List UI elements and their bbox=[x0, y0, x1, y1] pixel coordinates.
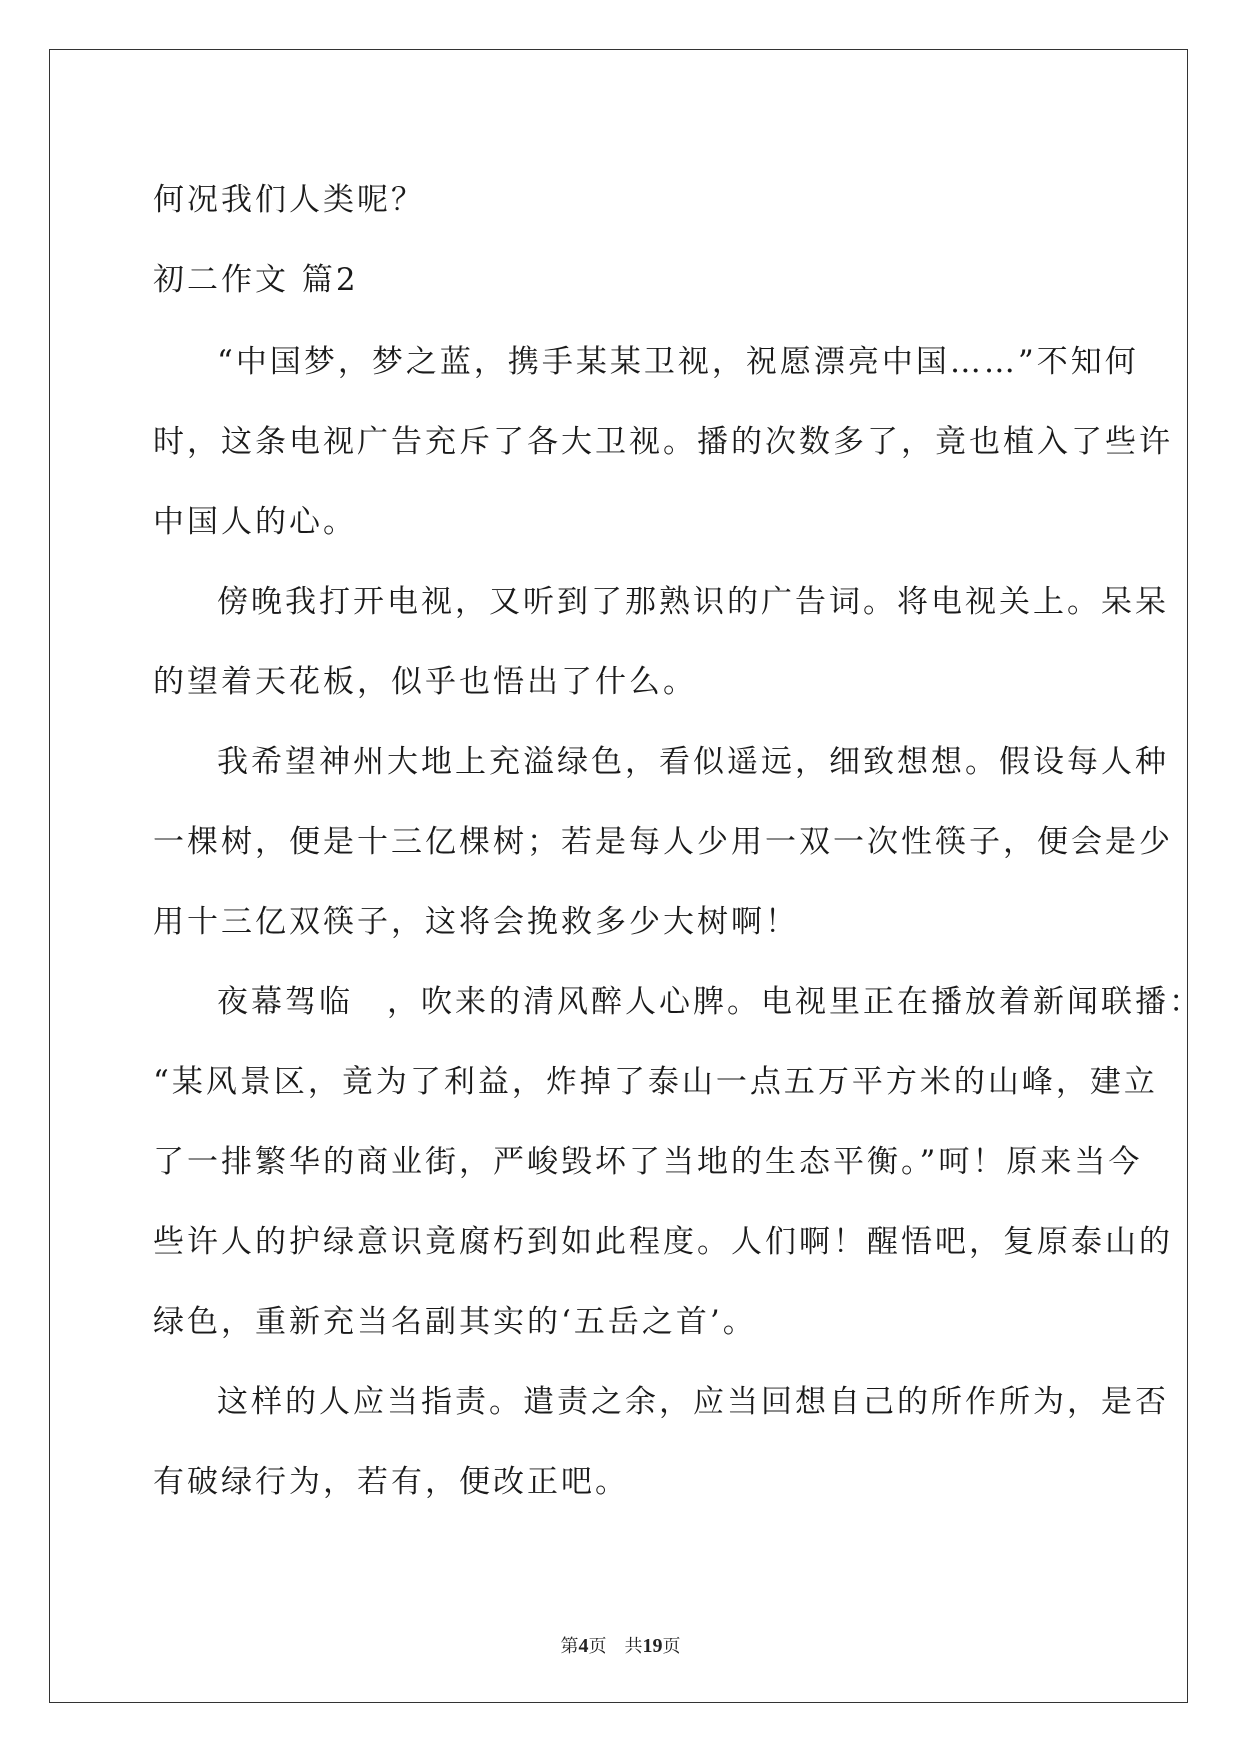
paragraph-line: 中国人的心。 bbox=[153, 504, 357, 540]
paragraph-line: 用十三亿双筷子，这将会挽救多少大树啊！ bbox=[153, 904, 799, 940]
page-mid: 页 共 bbox=[588, 1636, 643, 1656]
page-current: 4 bbox=[578, 1635, 589, 1657]
paragraph-line: 夜幕驾临 ，吹来的清风醉人心脾。电视里正在播放着新闻联播： bbox=[217, 984, 1203, 1020]
paragraph-line: 绿色，重新充当名副其实的‘五岳之首’。 bbox=[153, 1304, 757, 1340]
page-suffix: 页 bbox=[662, 1636, 681, 1656]
paragraph-line: “中国梦，梦之蓝，携手某某卫视，祝愿漂亮中国……”不知何 bbox=[217, 344, 1139, 380]
page-prefix: 第 bbox=[560, 1636, 579, 1656]
paragraph-line: 有破绿行为，若有，便改正吧。 bbox=[153, 1464, 629, 1500]
paragraph-line: 的望着天花板，似乎也悟出了什么。 bbox=[153, 664, 697, 700]
text-line: 何况我们人类呢？ bbox=[153, 182, 425, 218]
paragraph-line: 一棵树，便是十三亿棵树；若是每人少用一双一次性筷子，便会是少 bbox=[153, 824, 1173, 860]
section-title: 初二作文 篇2 bbox=[153, 262, 359, 298]
paragraph-line: 傍晚我打开电视，又听到了那熟识的广告词。将电视关上。呆呆 bbox=[217, 584, 1169, 620]
paragraph-line: 时，这条电视广告充斥了各大卫视。播的次数多了，竟也植入了些许 bbox=[153, 424, 1173, 460]
paragraph-line: 些许人的护绿意识竟腐朽到如此程度。人们啊！醒悟吧，复原泰山的 bbox=[153, 1224, 1173, 1260]
paragraph-line: 我希望神州大地上充溢绿色，看似遥远，细致想想。假设每人种 bbox=[217, 744, 1169, 780]
document-body bbox=[153, 160, 1203, 1522]
page-total: 19 bbox=[642, 1635, 663, 1657]
paragraph-line: 了一排繁华的商业街，严峻毁坏了当地的生态平衡。”呵！原来当今 bbox=[153, 1144, 1143, 1180]
paragraph-line: “某风景区，竟为了利益，炸掉了泰山一点五万平方米的山峰，建立 bbox=[153, 1064, 1158, 1100]
page-footer bbox=[0, 1632, 1241, 1658]
paragraph-line: 这样的人应当指责。遣责之余，应当回想自己的所作所为，是否 bbox=[217, 1384, 1169, 1420]
